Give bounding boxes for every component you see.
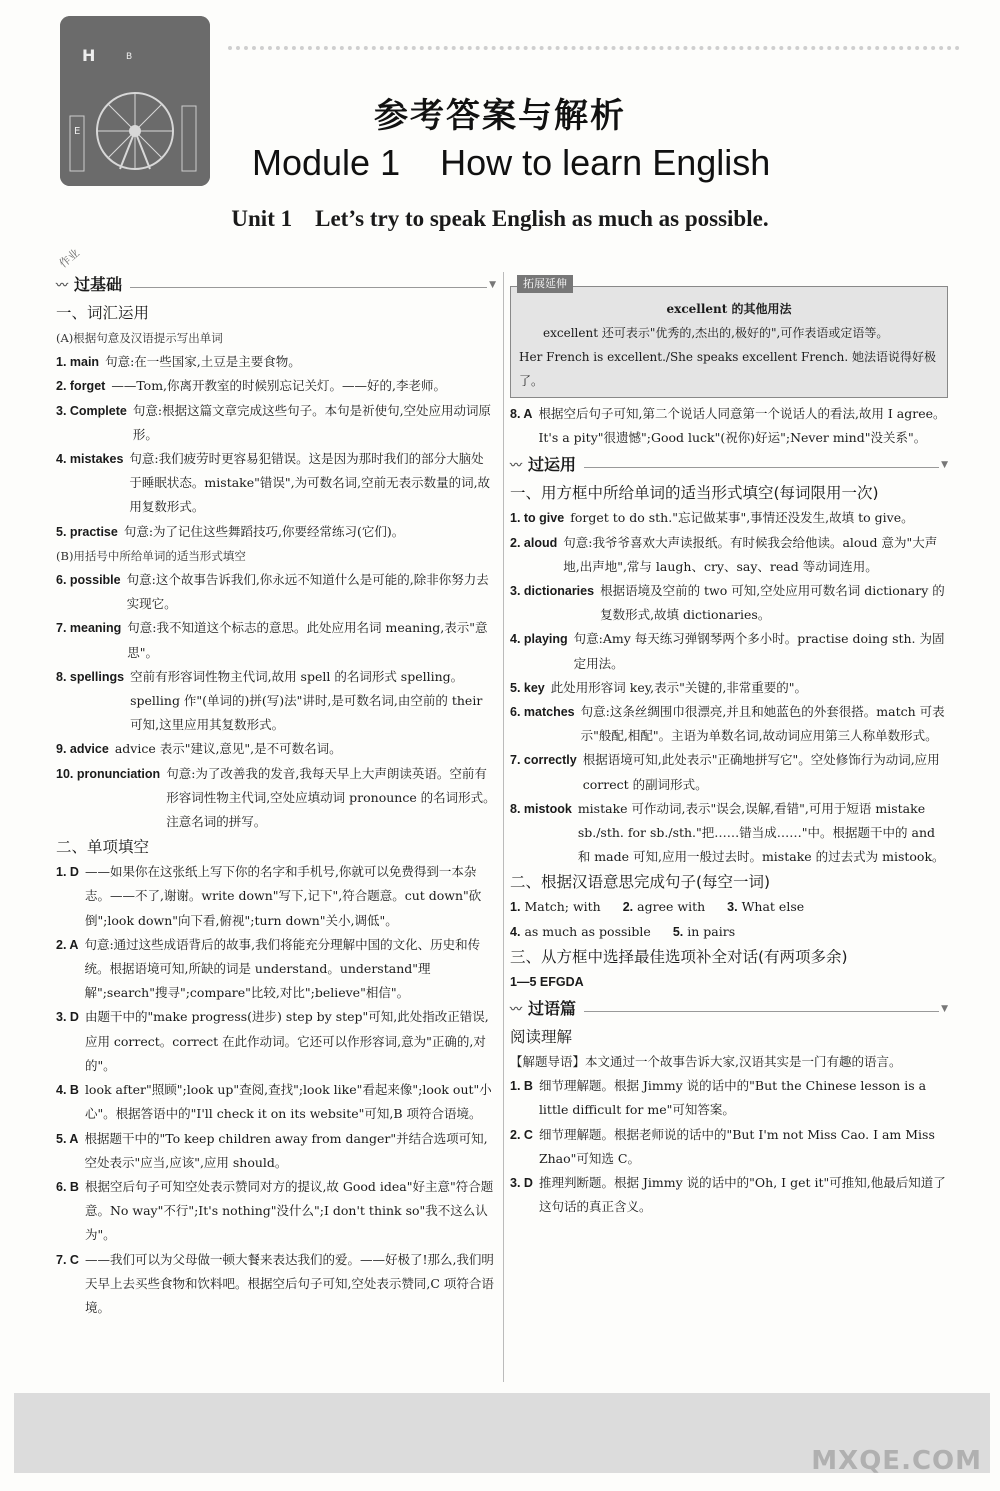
- list-item: [56, 447, 496, 520]
- fill-answer: [673, 920, 735, 944]
- answer-explanation: 根据语境可知,此处表示"正确地拼写它"。空处修饰行为动词,应用 correct 的副词形式。: [582, 752, 940, 792]
- answer-number: 2. C: [510, 1127, 533, 1142]
- list-item: [56, 1127, 496, 1175]
- answer-explanation: 细节理解题。根据 Jimmy 说的话中的"But the Chinese lesson is a little difficult for me"可知答案。: [538, 1078, 927, 1118]
- answer-explanation: 句意:我爷爷喜欢大声读报纸。有时候我会给他读。aloud 意为"大声地,出声地",常与 laugh、cry、say、read 等动词连用。: [563, 534, 938, 574]
- answer-list: [56, 860, 496, 1320]
- band-label: 过基础: [74, 274, 123, 294]
- answer-text: as much as possible: [524, 923, 651, 939]
- fill-answer: [623, 895, 705, 919]
- homework-stamp: 作业: [56, 246, 82, 271]
- answer-explanation: forget to do sth."忘记做某事",事情还没发生,故填 to give。: [570, 510, 914, 526]
- extension-tag: 拓展延伸: [517, 275, 573, 293]
- list-item: [510, 1171, 948, 1219]
- list-item: [56, 737, 496, 761]
- logo-letter-h: H: [82, 46, 96, 65]
- answer-list: [56, 568, 496, 834]
- section-heading: 三、从方框中选择最佳选项补全对话(有两项多余): [510, 947, 848, 966]
- answer-explanation: 根据空后句子可知,第二个说话人同意第一个说话人的看法,故用 I agree。It's a pity"很遗憾";Good luck"(祝你)好运";Never mind"没关系"。: [538, 406, 946, 446]
- swoosh-icon: 〰: [510, 458, 523, 473]
- list-item: [510, 797, 948, 870]
- list-item: [56, 1005, 496, 1078]
- answer-number: 9. advice: [56, 742, 109, 757]
- answer-explanation: advice 表示"建议,意见",是不可数名词。: [114, 741, 342, 757]
- answer-text: What else: [741, 899, 805, 915]
- band-rule: [584, 467, 939, 468]
- section-band: [510, 996, 948, 1022]
- answer-number: 6. matches: [510, 705, 575, 720]
- chevron-down-icon: ▼: [941, 1003, 948, 1014]
- unit-title: Unit 1 Let’s try to speak English as much as possible.: [231, 206, 769, 231]
- answer-number: 3.: [727, 900, 738, 915]
- section-heading: 阅读理解: [510, 1028, 573, 1047]
- answer-number: 4. B: [56, 1083, 79, 1098]
- section-heading: 二、根据汉语意思完成句子(每空一词): [510, 873, 771, 892]
- answer-list: [510, 506, 948, 869]
- list-item: [510, 531, 948, 579]
- answer-number: 7. C: [56, 1252, 79, 1267]
- fill-row: [510, 895, 948, 919]
- answer-explanation: 句意:这条丝绸围巾很漂亮,并且和她蓝色的外套很搭。match 可表示"般配,相配"。主语为单数名词,故动词应用第三人称单数形式。: [580, 704, 945, 744]
- answer-explanation: mistake 可作动词,表示"误会,误解,看错",可用于短语 mistake sb./sth. for sb./sth."把……错当成……"中。根据题干中的 and 和 made 可知,应用一般过去时。mistake 的过去式为 mistook。: [577, 800, 945, 865]
- answer-explanation: 推理判断题。根据 Jimmy 说的话中的"Oh, I get it"可推知,他最后知道了这句话的真正含义。: [538, 1175, 946, 1215]
- answer-explanation: ——我们可以为父母做一顿大餐来表达我们的爱。——好极了!那么,我们明天早上去买些食物和饮料吧。根据空后句子可知,空处表示赞同,C 项符合语境。: [84, 1251, 494, 1315]
- answer-number: 6. B: [56, 1179, 79, 1194]
- list-item: [510, 676, 948, 700]
- answer-explanation: 句意:通过这些成语背后的故事,我们将能充分理解中国的文化、历史和传统。根据语境可知,所缺的词是 understand。understand"理解";search"搜寻";compare"比较,对比";believe"相信"。: [84, 936, 481, 1001]
- answer-number: 5. key: [510, 680, 545, 695]
- answer-number: 3. D: [510, 1176, 533, 1191]
- answer-number: 5. A: [56, 1131, 79, 1146]
- answer-explanation: 句意:我们疲劳时更容易犯错误。这是因为那时我们的部分大脑处于睡眠状态。mistake"错误",为可数名词,空前无表示数量的词,故用复数形式。: [129, 451, 491, 515]
- extension-example: Her French is excellent./She speaks excellent French. 她法语说得好极了。: [519, 350, 936, 388]
- answer-number: 5.: [672, 924, 684, 939]
- answer-list: [56, 350, 496, 544]
- column-divider: [503, 272, 504, 1382]
- answer-number: 3. Complete: [56, 403, 127, 418]
- answer-explanation: 此处用形容词 key,表示"关键的,非常重要的"。: [550, 679, 808, 695]
- list-item: [56, 665, 496, 738]
- dialog-answer: 1—5 EFGDA: [510, 974, 584, 989]
- answer-number: 6. possible: [56, 573, 121, 588]
- list-item: [56, 399, 496, 447]
- right-column: [510, 270, 948, 1219]
- list-item: [510, 579, 948, 627]
- module-title: Module 1 How to learn English: [252, 142, 771, 183]
- answer-explanation: ——Tom,你离开教室的时候别忘记关灯。——好的,李老师。: [111, 378, 447, 394]
- answer-explanation: 根据题干中的"To keep children away from danger"并结合选项可知,空处表示"应当,应该",应用 should。: [84, 1130, 488, 1170]
- chevron-down-icon: ▼: [941, 460, 948, 471]
- answer-number: 3. D: [56, 1010, 79, 1025]
- answer-number: 2. A: [56, 937, 79, 952]
- section-band: [510, 452, 948, 478]
- answer-explanation: ——如果你在这张纸上写下你的名字和手机号,你就可以免费得到一本杂志。——不了,谢谢。write down"写下,记下",符合题意。cut down"砍倒";look down"向下看,俯视";turn down"关小,调低"。: [84, 864, 482, 928]
- answer-explanation: 由题干中的"make progress(进步) step by step"可知,此处指改正错误,应用 correct。correct 在此作动词。它还可以作形容词,意为"正确的,对的"。: [84, 1009, 489, 1073]
- list-item: [56, 762, 496, 835]
- answer-list: [510, 1074, 948, 1219]
- list-item: [56, 520, 496, 544]
- page-title: 参考答案与解析: [374, 96, 626, 136]
- answer-number: 8. A: [510, 407, 533, 421]
- answer-text: Match; with: [524, 899, 601, 915]
- list-item: [510, 627, 948, 675]
- instruction: (A)根据句意及汉语提示写出单词: [56, 331, 223, 345]
- answer-explanation: 句意:为了改善我的发音,我每天早上大声朗读英语。空前有形容词性物主代词,空处应填动词 pronounce 的名词形式。注意名词的拼写。: [166, 765, 496, 830]
- answer-number: 7. correctly: [510, 753, 577, 768]
- answer-number: 2. forget: [56, 379, 106, 394]
- answer-number: 1.: [510, 900, 521, 915]
- answer-number: 5. practise: [56, 524, 118, 539]
- answer-explanation: 句意:这个故事告诉我们,你永远不知道什么是可能的,除非你努力去实现它。: [126, 572, 489, 612]
- list-item: [510, 402, 948, 450]
- answer-number: 7. meaning: [56, 621, 122, 636]
- list-item: [56, 1078, 496, 1126]
- answer-number: 2.: [622, 900, 634, 915]
- left-column: [56, 270, 496, 1320]
- answer-number: 1. to give: [510, 511, 565, 526]
- answer-explanation: 句意:在一些国家,土豆是主要食物。: [105, 354, 301, 370]
- answer-number: 10. pronunciation: [56, 766, 161, 781]
- answer-number: 3. dictionaries: [510, 584, 595, 599]
- band-rule: [584, 1011, 939, 1012]
- chevron-down-icon: ▼: [489, 279, 496, 290]
- answer-explanation: 根据空后句子可知空处表示赞同对方的提议,故 Good idea"好主意"符合题意。No way"不行";It's nothing"没什么";I don't think so"我不这么认为"。: [84, 1178, 494, 1243]
- list-item: [56, 616, 496, 664]
- header-dotted-line: [228, 46, 960, 50]
- answer-explanation: 细节理解题。根据老师说的话中的"But I'm not Miss Cao. I am Miss Zhao"可知选 C。: [538, 1126, 935, 1166]
- answer-explanation: 句意:为了记住这些舞蹈技巧,你要经常练习(它们)。: [123, 523, 405, 539]
- list-item: [510, 1074, 948, 1122]
- answer-number: 1. main: [56, 355, 100, 370]
- swoosh-icon: 〰: [510, 1001, 523, 1016]
- answer-number: 8. mistook: [510, 801, 572, 816]
- answer-explanation: 根据语境及空前的 two 可知,空处应用可数名词 dictionary 的复数形式,故填 dictionaries。: [600, 583, 945, 623]
- answer-explanation: 空前有形容词性物主代词,故用 spell 的名词形式 spelling。spelling 作"(单词的)拼(写)法"讲时,是可数名词,由空前的 their 可知,这里应用其复数形式。: [130, 668, 483, 733]
- list-item: [56, 860, 496, 933]
- list-item: [56, 933, 496, 1006]
- swoosh-icon: 〰: [56, 277, 69, 292]
- band-label: 过语篇: [528, 998, 577, 1018]
- list-item: [56, 374, 496, 398]
- list-item: [56, 1175, 496, 1248]
- answer-number: 1. B: [510, 1079, 533, 1094]
- logo-letter-b: B: [126, 52, 133, 62]
- answer-number: 2. aloud: [510, 535, 558, 550]
- list-item: [56, 568, 496, 616]
- answer-number: 4. mistakes: [56, 452, 124, 467]
- answer-number: 4. playing: [510, 632, 568, 647]
- watermark: MXQE.COM: [811, 1446, 982, 1476]
- list-item: [510, 506, 948, 530]
- list-item: [510, 748, 948, 796]
- extension-text: excellent 还可表示"优秀的,杰出的,极好的",可作表语或定语等。: [543, 326, 889, 340]
- guide-text: 【解题导语】本文通过一个故事告诉大家,汉语其实是一门有趣的语言。: [510, 1054, 902, 1070]
- section-band: [56, 272, 496, 298]
- answer-number: 8. spellings: [56, 669, 125, 684]
- list-item: [56, 350, 496, 374]
- answer-explanation: 句意:Amy 每天练习弹钢琴两个多小时。practise doing sth. 为固定用法。: [573, 631, 945, 671]
- fill-answer: [727, 895, 804, 919]
- section-heading: 一、用方框中所给单词的适当形式填空(每词限用一次): [510, 484, 879, 503]
- answer-number: 1. D: [56, 865, 79, 880]
- answer-explanation: 句意:根据这篇文章完成这些句子。本句是祈使句,空处应用动词原形。: [132, 402, 492, 442]
- fill-row: [510, 920, 948, 944]
- section-heading: 一、词汇运用: [56, 304, 150, 322]
- list-item: [510, 700, 948, 748]
- answer-text: agree with: [637, 899, 706, 915]
- answer-explanation: look after"照顾";look up"查阅,查找";look like"看起来像";look out"小心"。根据答语中的"I'll check it on its website"可知,B 项符合语境。: [84, 1082, 492, 1122]
- fill-answer: [510, 895, 601, 919]
- extension-box: [510, 277, 948, 398]
- fill-answer: [510, 920, 651, 944]
- list-item: [510, 1123, 948, 1171]
- section-heading: 二、单项填空: [56, 838, 150, 857]
- band-rule: [130, 287, 487, 288]
- extension-title: excellent 的其他用法: [666, 302, 792, 316]
- band-label: 过运用: [528, 455, 577, 475]
- list-item: [56, 1248, 496, 1321]
- answer-explanation: 句意:我不知道这个标志的意思。此处应用名词 meaning,表示"意思"。: [127, 620, 488, 660]
- answer-text: in pairs: [687, 923, 736, 939]
- answer-number: 4.: [510, 924, 521, 939]
- instruction: (B)用括号中所给单词的适当形式填空: [56, 548, 246, 563]
- logo-letter-e: E: [74, 126, 81, 137]
